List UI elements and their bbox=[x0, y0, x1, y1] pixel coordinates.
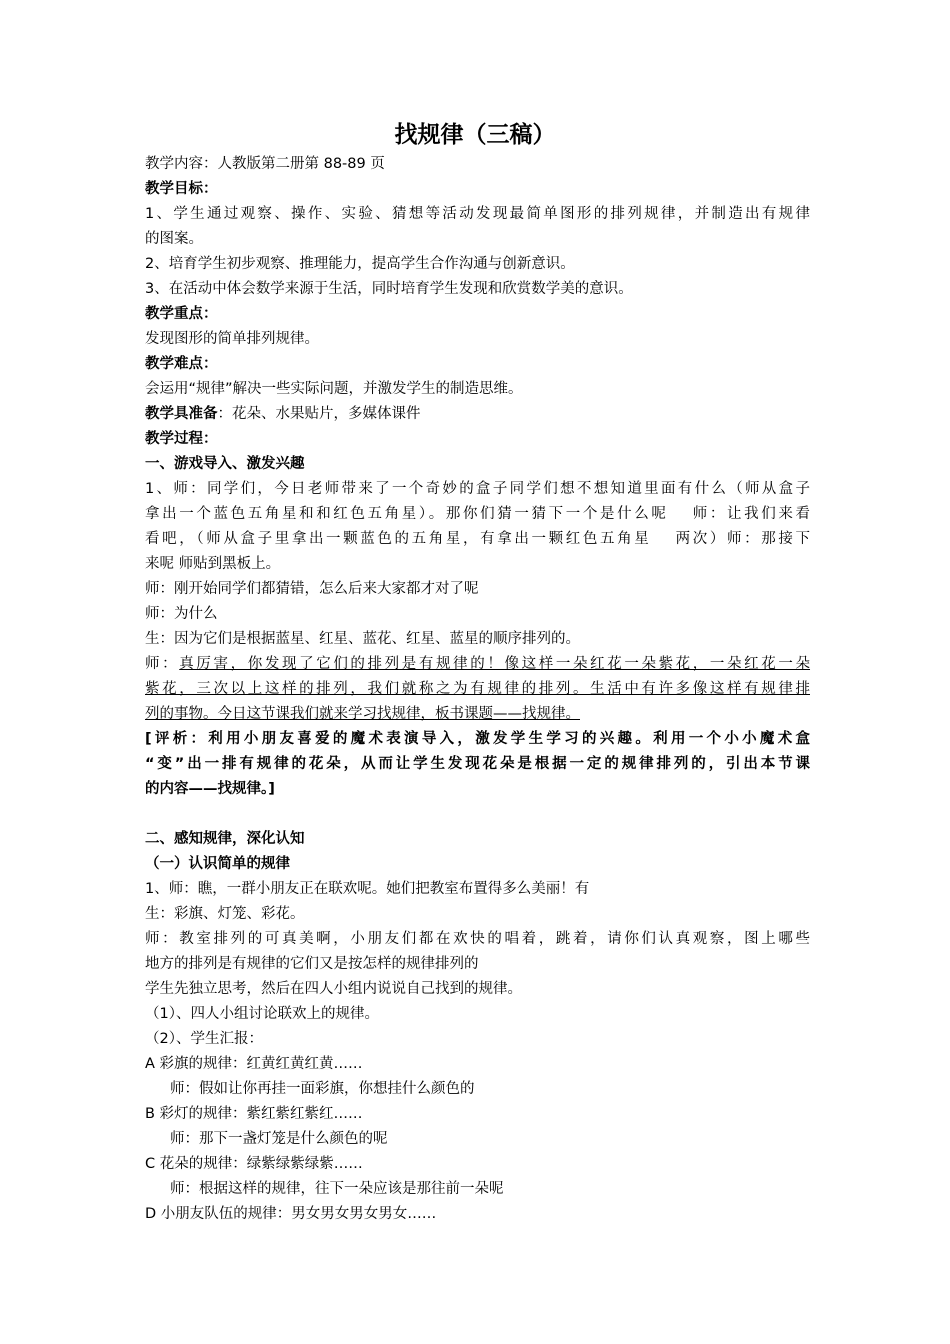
dialogue-teacher-1: 师：刚开始同学们都猜错，怎么后来大家都才对了呢 bbox=[145, 581, 479, 597]
heading-key-points: 教学重点： bbox=[145, 306, 218, 322]
paragraph-1-line-1: 1、师：同学们，今日老师带来了一个奇妙的盒子同学们想不想知道里面有什么（师从盒子 bbox=[145, 481, 810, 497]
subsection-1-heading: （一）认识简单的规律 bbox=[145, 856, 290, 872]
dialogue-teacher-2: 师：为什么 bbox=[145, 606, 218, 622]
teaching-tools-text: ：花朵、水果贴片，多媒体课件 bbox=[217, 406, 421, 422]
dialogue-q3-line-2: 地方的排列是有规律的它们又是按怎样的规律排列的 bbox=[145, 956, 479, 972]
teacher-prefix: 师： bbox=[145, 656, 180, 672]
section-2-heading: 二、感知规律，深化认知 bbox=[145, 831, 305, 847]
paragraph-5-line-2: 紫花，三次以上这样的排列，我们就称之为有规律的排列。生活中有许多像这样有规律排 bbox=[145, 681, 810, 697]
goal-2: 2、培育学生初步观察、推理能力，提高学生合作沟通与创新意识。 bbox=[145, 256, 575, 272]
report-b: B 彩灯的规律：紫红紫红紫红…… bbox=[145, 1106, 363, 1122]
step-1: （1）、四人小组讨论联欢上的规律。 bbox=[145, 1006, 379, 1022]
comment-line-1: [评析：利用小朋友喜爱的魔术表演导入，激发学生学习的兴趣。利用一个小小魔术盒 bbox=[145, 731, 810, 747]
teaching-tools-line bbox=[145, 402, 810, 427]
paragraph-5-line-1 bbox=[145, 652, 810, 677]
report-c: C 花朵的规律：绿紫绿紫绿紫…… bbox=[145, 1156, 363, 1172]
teaching-content-line: 教学内容：人教版第二册第 88-89 页 bbox=[145, 156, 385, 172]
paragraph-5-line-3: 列的事物。今日这节课我们就来学习找规律，板书课题——找规律。 bbox=[145, 706, 580, 722]
heading-difficult-points: 教学难点： bbox=[145, 356, 218, 372]
dialogue-q1: 1、师：瞧，一群小朋友正在联欢呢。她们把教室布置得多么美丽！有 bbox=[145, 881, 590, 897]
teaching-tools-label: 教学具准备 bbox=[145, 406, 218, 422]
paragraph-1-line-2: 拿出一个蓝色五角星和和红色五角星）。那你们猜一猜下一个是什么呢 师：让我们来看 bbox=[145, 506, 810, 522]
step-2: （2）、学生汇报： bbox=[145, 1031, 263, 1047]
document-body bbox=[145, 152, 810, 1227]
comment-line-2: “变”出一排有规律的花朵，从而让学生发现花朵是根据一定的规律排列的，引出本节课 bbox=[145, 756, 810, 772]
difficult-points-text: 会运用“规律”解决一些实际问题，并激发学生的制造思维。 bbox=[145, 381, 523, 397]
goal-3: 3、在活动中体会数学来源于生活，同时培育学生发现和欣赏数学美的意识。 bbox=[145, 281, 633, 297]
instruction-line: 学生先独立思考，然后在四人小组内说说自己找到的规律。 bbox=[145, 981, 522, 997]
paragraph-1-line-4: 来呢 师贴到黑板上。 bbox=[145, 556, 281, 572]
report-a-teacher: 师：假如让你再挂一面彩旗，你想挂什么颜色的 bbox=[170, 1081, 475, 1097]
page-title: 找规律（三稿） bbox=[394, 122, 556, 148]
heading-process: 教学过程： bbox=[145, 431, 218, 447]
heading-goals: 教学目标： bbox=[145, 181, 218, 197]
dialogue-student-1: 生：因为它们是根据蓝星、红星、蓝花、红星、蓝星的顺序排列的。 bbox=[145, 631, 580, 647]
dialogue-q3-line-1: 师：教室排列的可真美啊，小朋友们都在欢快的唱着，跳着，请你们认真观察，图上哪些 bbox=[145, 931, 810, 947]
section-1-heading: 一、游戏导入、激发兴趣 bbox=[145, 456, 305, 472]
report-c-teacher: 师：根据这样的规律，往下一朵应该是那往前一朵呢 bbox=[170, 1181, 504, 1197]
blank-line bbox=[145, 802, 810, 827]
dialogue-q2: 生：彩旗、灯笼、彩花。 bbox=[145, 906, 305, 922]
report-d: D 小朋友队伍的规律：男女男女男女男女…… bbox=[145, 1206, 437, 1222]
goal-1-line-2: 的图案。 bbox=[145, 231, 203, 247]
comment-line-3: 的内容——找规律。] bbox=[145, 781, 275, 797]
report-b-teacher: 师：那下一盏灯笼是什么颜色的呢 bbox=[170, 1131, 388, 1147]
paragraph-1-line-3: 看吧，（师从盒子里拿出一颗蓝色的五角星，有拿出一颗红色五角星 两次）师：那接下 bbox=[145, 531, 810, 547]
report-a: A 彩旗的规律：红黄红黄红黄…… bbox=[145, 1056, 363, 1072]
underlined-text: 真厉害，你发现了它们的排列是有规律的！像这样一朵红花一朵紫花，一朵红花一朵 bbox=[179, 656, 811, 672]
key-points-text: 发现图形的简单排列规律。 bbox=[145, 331, 319, 347]
goal-1-line-1: 1、学生通过观察、操作、实验、猜想等活动发现最简单图形的排列规律，并制造出有规律 bbox=[145, 206, 810, 222]
